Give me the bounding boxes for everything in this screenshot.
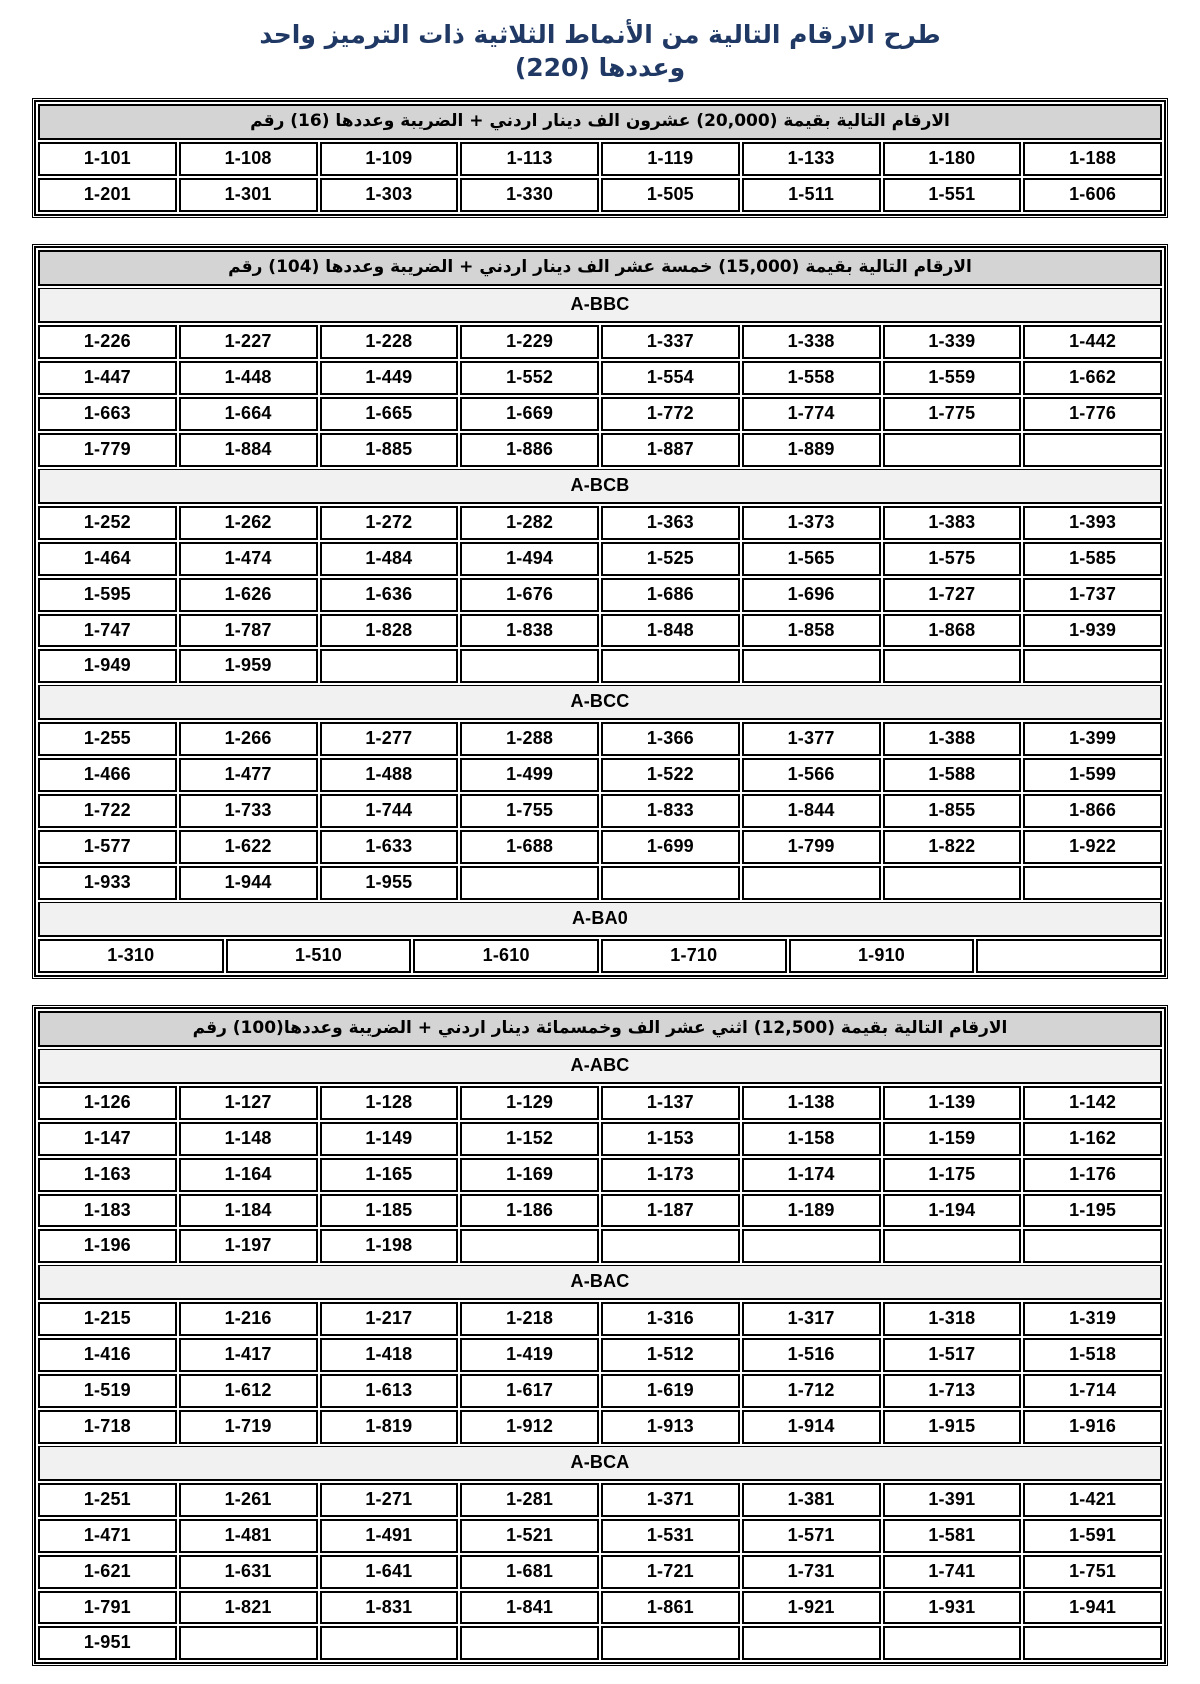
number-cell: 1-388 <box>883 722 1022 756</box>
number-cell: 1-381 <box>742 1483 881 1517</box>
number-cell: 1-217 <box>320 1302 459 1336</box>
pattern-section-label: A-BCC <box>38 685 1162 720</box>
number-cell: 1-196 <box>38 1229 177 1263</box>
number-cell: 1-519 <box>38 1374 177 1408</box>
table-row <box>38 397 1162 431</box>
number-cell: 1-531 <box>601 1519 740 1553</box>
number-cell: 1-848 <box>601 614 740 648</box>
number-cell: 1-916 <box>1023 1410 1162 1444</box>
number-cell: 1-718 <box>38 1410 177 1444</box>
number-cell: 1-887 <box>601 433 740 467</box>
number-cell: 1-889 <box>742 433 881 467</box>
number-cell: 1-494 <box>460 542 599 576</box>
number-cell: 1-886 <box>460 433 599 467</box>
number-cell: 1-517 <box>883 1338 1022 1372</box>
page-title <box>30 18 1170 84</box>
number-cell: 1-819 <box>320 1410 459 1444</box>
number-cell: 1-722 <box>38 794 177 828</box>
number-cell-empty <box>460 649 599 683</box>
number-cell: 1-775 <box>883 397 1022 431</box>
number-cell: 1-914 <box>742 1410 881 1444</box>
number-cell: 1-712 <box>742 1374 881 1408</box>
number-cell: 1-737 <box>1023 578 1162 612</box>
number-cell: 1-194 <box>883 1194 1022 1228</box>
number-cell-empty <box>883 866 1022 900</box>
number-cell: 1-185 <box>320 1194 459 1228</box>
number-cell: 1-512 <box>601 1338 740 1372</box>
number-cell: 1-339 <box>883 325 1022 359</box>
number-cell: 1-133 <box>742 142 881 176</box>
number-cell: 1-772 <box>601 397 740 431</box>
number-cell: 1-663 <box>38 397 177 431</box>
number-cell-empty <box>742 1229 881 1263</box>
number-cell-empty <box>179 1626 318 1660</box>
number-cell: 1-449 <box>320 361 459 395</box>
number-cell: 1-686 <box>601 578 740 612</box>
pattern-section-label: A-BBC <box>38 288 1162 323</box>
pattern-section-label: A-BCB <box>38 469 1162 504</box>
number-cell: 1-676 <box>460 578 599 612</box>
number-cell-empty <box>601 649 740 683</box>
number-cell: 1-665 <box>320 397 459 431</box>
number-cell: 1-195 <box>1023 1194 1162 1228</box>
number-cell: 1-317 <box>742 1302 881 1336</box>
number-cell: 1-371 <box>601 1483 740 1517</box>
price-table-block <box>34 100 1166 216</box>
number-cell: 1-505 <box>601 178 740 212</box>
number-cell: 1-741 <box>883 1555 1022 1589</box>
number-cell-empty <box>601 1626 740 1660</box>
number-cell: 1-272 <box>320 506 459 540</box>
number-cell: 1-944 <box>179 866 318 900</box>
number-cell: 1-828 <box>320 614 459 648</box>
number-cell: 1-301 <box>179 178 318 212</box>
number-cell: 1-198 <box>320 1229 459 1263</box>
number-cell: 1-330 <box>460 178 599 212</box>
number-cell: 1-858 <box>742 614 881 648</box>
number-cell: 1-566 <box>742 758 881 792</box>
number-cell: 1-442 <box>1023 325 1162 359</box>
number-cell: 1-418 <box>320 1338 459 1372</box>
number-cell: 1-147 <box>38 1122 177 1156</box>
number-cell: 1-511 <box>742 178 881 212</box>
table-row <box>38 1302 1162 1336</box>
number-cell-empty <box>742 649 881 683</box>
number-cell: 1-183 <box>38 1194 177 1228</box>
number-cell: 1-822 <box>883 830 1022 864</box>
number-cell: 1-282 <box>460 506 599 540</box>
number-cell: 1-419 <box>460 1338 599 1372</box>
number-cell: 1-228 <box>320 325 459 359</box>
number-cell: 1-188 <box>1023 142 1162 176</box>
number-cell: 1-129 <box>460 1086 599 1120</box>
number-cell: 1-838 <box>460 614 599 648</box>
number-cell: 1-288 <box>460 722 599 756</box>
number-cell: 1-464 <box>38 542 177 576</box>
table-row <box>38 506 1162 540</box>
number-cell: 1-855 <box>883 794 1022 828</box>
number-cell: 1-113 <box>460 142 599 176</box>
number-cell: 1-271 <box>320 1483 459 1517</box>
table-row <box>38 1374 1162 1408</box>
number-cell-empty <box>1023 433 1162 467</box>
number-cell: 1-448 <box>179 361 318 395</box>
number-cell: 1-558 <box>742 361 881 395</box>
number-cell: 1-885 <box>320 433 459 467</box>
number-cell: 1-510 <box>226 939 412 973</box>
number-cell: 1-922 <box>1023 830 1162 864</box>
number-cell-empty <box>883 433 1022 467</box>
number-cell: 1-266 <box>179 722 318 756</box>
table-row <box>38 325 1162 359</box>
number-cell: 1-571 <box>742 1519 881 1553</box>
table-row <box>38 1410 1162 1444</box>
number-cell: 1-955 <box>320 866 459 900</box>
number-cell-empty <box>883 649 1022 683</box>
number-cell-empty <box>601 1229 740 1263</box>
number-cell: 1-581 <box>883 1519 1022 1553</box>
table-row <box>38 542 1162 576</box>
number-cell: 1-316 <box>601 1302 740 1336</box>
number-cell: 1-721 <box>601 1555 740 1589</box>
number-cell-empty <box>742 866 881 900</box>
number-cell: 1-310 <box>38 939 224 973</box>
table-row <box>38 1483 1162 1517</box>
number-cell: 1-184 <box>179 1194 318 1228</box>
number-cell: 1-197 <box>179 1229 318 1263</box>
number-cell: 1-383 <box>883 506 1022 540</box>
number-cell: 1-101 <box>38 142 177 176</box>
number-cell: 1-626 <box>179 578 318 612</box>
number-cell: 1-488 <box>320 758 459 792</box>
number-cell: 1-138 <box>742 1086 881 1120</box>
number-cell: 1-218 <box>460 1302 599 1336</box>
table-row <box>38 939 1162 973</box>
page-title-line-1: طرح الارقام التالية من الأنماط الثلاثية ذات الترميز واحد <box>259 20 941 49</box>
number-cell: 1-165 <box>320 1158 459 1192</box>
number-cell: 1-841 <box>460 1591 599 1625</box>
number-cell: 1-186 <box>460 1194 599 1228</box>
number-cell: 1-681 <box>460 1555 599 1589</box>
number-cell: 1-719 <box>179 1410 318 1444</box>
number-cell: 1-710 <box>601 939 787 973</box>
number-cell: 1-744 <box>320 794 459 828</box>
number-cell: 1-201 <box>38 178 177 212</box>
number-cell: 1-733 <box>179 794 318 828</box>
table-row <box>38 1338 1162 1372</box>
number-cell: 1-255 <box>38 722 177 756</box>
number-cell: 1-159 <box>883 1122 1022 1156</box>
table-row <box>38 830 1162 864</box>
number-cell-empty <box>460 1229 599 1263</box>
table-row <box>38 614 1162 648</box>
number-cell: 1-941 <box>1023 1591 1162 1625</box>
number-cell: 1-921 <box>742 1591 881 1625</box>
number-cell: 1-669 <box>460 397 599 431</box>
number-cell: 1-747 <box>38 614 177 648</box>
number-cell: 1-149 <box>320 1122 459 1156</box>
number-cell: 1-525 <box>601 542 740 576</box>
number-cell: 1-699 <box>601 830 740 864</box>
table-row <box>38 758 1162 792</box>
page-title-line-2: وعددها (220) <box>514 53 686 82</box>
number-cell-empty <box>460 1626 599 1660</box>
number-cell: 1-565 <box>742 542 881 576</box>
number-cell: 1-338 <box>742 325 881 359</box>
number-cell: 1-521 <box>460 1519 599 1553</box>
price-table-block <box>34 1007 1166 1665</box>
number-cell-empty <box>1023 866 1162 900</box>
number-cell: 1-776 <box>1023 397 1162 431</box>
number-cell: 1-477 <box>179 758 318 792</box>
number-cell: 1-109 <box>320 142 459 176</box>
number-cell-empty <box>1023 649 1162 683</box>
number-cell: 1-363 <box>601 506 740 540</box>
number-cell: 1-636 <box>320 578 459 612</box>
number-cell: 1-910 <box>789 939 975 973</box>
number-cell: 1-277 <box>320 722 459 756</box>
number-cell: 1-187 <box>601 1194 740 1228</box>
number-cell: 1-108 <box>179 142 318 176</box>
number-cell: 1-727 <box>883 578 1022 612</box>
number-cell: 1-337 <box>601 325 740 359</box>
number-cell: 1-755 <box>460 794 599 828</box>
number-cell: 1-522 <box>601 758 740 792</box>
number-cell: 1-180 <box>883 142 1022 176</box>
number-cell: 1-393 <box>1023 506 1162 540</box>
number-cell: 1-613 <box>320 1374 459 1408</box>
number-cell: 1-318 <box>883 1302 1022 1336</box>
number-cell: 1-866 <box>1023 794 1162 828</box>
number-cell: 1-137 <box>601 1086 740 1120</box>
number-cell: 1-164 <box>179 1158 318 1192</box>
number-cell-empty <box>1023 1626 1162 1660</box>
number-cell: 1-251 <box>38 1483 177 1517</box>
number-cell: 1-128 <box>320 1086 459 1120</box>
table-row <box>38 1591 1162 1625</box>
table-row <box>38 178 1162 212</box>
table-money-header: الارقام التالية بقيمة (15,000) خمسة عشر الف دينار اردني + الضريبة وعددها (104) رقم <box>38 250 1162 286</box>
number-cell: 1-619 <box>601 1374 740 1408</box>
number-cell: 1-499 <box>460 758 599 792</box>
number-cell: 1-163 <box>38 1158 177 1192</box>
number-cell: 1-617 <box>460 1374 599 1408</box>
number-cell: 1-731 <box>742 1555 881 1589</box>
number-cell: 1-931 <box>883 1591 1022 1625</box>
number-cell: 1-516 <box>742 1338 881 1372</box>
number-cell: 1-484 <box>320 542 459 576</box>
number-cell: 1-585 <box>1023 542 1162 576</box>
number-cell: 1-554 <box>601 361 740 395</box>
table-row <box>38 1194 1162 1228</box>
number-cell: 1-610 <box>413 939 599 973</box>
number-cell: 1-153 <box>601 1122 740 1156</box>
number-cell: 1-606 <box>1023 178 1162 212</box>
pattern-section-label: A-ABC <box>38 1049 1162 1084</box>
number-cell: 1-189 <box>742 1194 881 1228</box>
number-cell-empty <box>1023 1229 1162 1263</box>
number-cell: 1-664 <box>179 397 318 431</box>
number-cell: 1-884 <box>179 433 318 467</box>
table-row <box>38 722 1162 756</box>
number-cell: 1-216 <box>179 1302 318 1336</box>
pattern-section-label: A-BCA <box>38 1446 1162 1481</box>
number-cell: 1-142 <box>1023 1086 1162 1120</box>
number-cell: 1-951 <box>38 1626 177 1660</box>
number-cell: 1-174 <box>742 1158 881 1192</box>
number-cell: 1-662 <box>1023 361 1162 395</box>
table-row <box>38 578 1162 612</box>
number-cell: 1-799 <box>742 830 881 864</box>
number-cell: 1-303 <box>320 178 459 212</box>
number-cell: 1-831 <box>320 1591 459 1625</box>
number-cell: 1-751 <box>1023 1555 1162 1589</box>
number-cell: 1-226 <box>38 325 177 359</box>
number-cell: 1-551 <box>883 178 1022 212</box>
number-cell: 1-622 <box>179 830 318 864</box>
number-cell-empty <box>320 1626 459 1660</box>
number-cell: 1-319 <box>1023 1302 1162 1336</box>
number-cell: 1-688 <box>460 830 599 864</box>
number-cell: 1-833 <box>601 794 740 828</box>
number-cell-empty <box>883 1229 1022 1263</box>
number-cell-empty <box>601 866 740 900</box>
number-cell: 1-127 <box>179 1086 318 1120</box>
number-cell: 1-913 <box>601 1410 740 1444</box>
number-cell: 1-915 <box>883 1410 1022 1444</box>
table-money-header: الارقام التالية بقيمة (20,000) عشرون الف دينار اردني + الضريبة وعددها (16) رقم <box>38 104 1162 140</box>
number-cell: 1-552 <box>460 361 599 395</box>
number-cell: 1-447 <box>38 361 177 395</box>
pattern-section-label: A-BAC <box>38 1265 1162 1300</box>
number-cell: 1-591 <box>1023 1519 1162 1553</box>
number-cell: 1-959 <box>179 649 318 683</box>
number-cell: 1-377 <box>742 722 881 756</box>
number-cell: 1-399 <box>1023 722 1162 756</box>
number-cell: 1-631 <box>179 1555 318 1589</box>
number-cell: 1-152 <box>460 1122 599 1156</box>
pattern-section-label: A-BA0 <box>38 902 1162 937</box>
table-row <box>38 433 1162 467</box>
number-cell-empty <box>883 1626 1022 1660</box>
tables-container <box>30 100 1170 1664</box>
number-cell: 1-391 <box>883 1483 1022 1517</box>
table-row <box>38 1555 1162 1589</box>
number-cell: 1-481 <box>179 1519 318 1553</box>
number-cell: 1-821 <box>179 1591 318 1625</box>
number-cell: 1-471 <box>38 1519 177 1553</box>
table-row <box>38 361 1162 395</box>
number-cell: 1-595 <box>38 578 177 612</box>
number-cell: 1-933 <box>38 866 177 900</box>
number-cell: 1-491 <box>320 1519 459 1553</box>
table-row <box>38 142 1162 176</box>
number-cell: 1-173 <box>601 1158 740 1192</box>
number-cell: 1-714 <box>1023 1374 1162 1408</box>
number-cell: 1-612 <box>179 1374 318 1408</box>
number-cell-empty <box>742 1626 881 1660</box>
number-cell: 1-366 <box>601 722 740 756</box>
number-cell: 1-417 <box>179 1338 318 1372</box>
table-row <box>38 1158 1162 1192</box>
number-cell: 1-633 <box>320 830 459 864</box>
number-cell: 1-261 <box>179 1483 318 1517</box>
table-row <box>38 1626 1162 1660</box>
number-cell-empty <box>320 649 459 683</box>
number-cell: 1-774 <box>742 397 881 431</box>
number-cell: 1-169 <box>460 1158 599 1192</box>
number-cell: 1-621 <box>38 1555 177 1589</box>
number-cell: 1-421 <box>1023 1483 1162 1517</box>
table-money-header: الارقام التالية بقيمة (12,500) اثني عشر الف وخمسمائة دينار اردني + الضريبة وعددها(100) رقم <box>38 1011 1162 1047</box>
number-cell: 1-779 <box>38 433 177 467</box>
number-cell: 1-252 <box>38 506 177 540</box>
number-cell: 1-949 <box>38 649 177 683</box>
table-row <box>38 866 1162 900</box>
number-cell: 1-176 <box>1023 1158 1162 1192</box>
number-cell: 1-126 <box>38 1086 177 1120</box>
number-cell: 1-281 <box>460 1483 599 1517</box>
number-cell: 1-175 <box>883 1158 1022 1192</box>
table-row <box>38 1229 1162 1263</box>
number-cell: 1-139 <box>883 1086 1022 1120</box>
number-cell: 1-518 <box>1023 1338 1162 1372</box>
number-cell: 1-787 <box>179 614 318 648</box>
table-row <box>38 794 1162 828</box>
number-cell: 1-229 <box>460 325 599 359</box>
number-cell: 1-861 <box>601 1591 740 1625</box>
number-cell: 1-844 <box>742 794 881 828</box>
number-cell: 1-416 <box>38 1338 177 1372</box>
price-table-block <box>34 246 1166 977</box>
number-cell: 1-641 <box>320 1555 459 1589</box>
number-cell: 1-912 <box>460 1410 599 1444</box>
number-cell-empty <box>460 866 599 900</box>
number-cell: 1-588 <box>883 758 1022 792</box>
number-cell: 1-559 <box>883 361 1022 395</box>
table-row <box>38 1519 1162 1553</box>
number-cell: 1-119 <box>601 142 740 176</box>
number-cell: 1-599 <box>1023 758 1162 792</box>
number-cell: 1-148 <box>179 1122 318 1156</box>
number-cell: 1-162 <box>1023 1122 1162 1156</box>
number-cell: 1-373 <box>742 506 881 540</box>
number-cell: 1-791 <box>38 1591 177 1625</box>
number-cell: 1-575 <box>883 542 1022 576</box>
number-cell: 1-158 <box>742 1122 881 1156</box>
number-cell-empty <box>976 939 1162 973</box>
table-row <box>38 1086 1162 1120</box>
number-cell: 1-215 <box>38 1302 177 1336</box>
number-cell: 1-474 <box>179 542 318 576</box>
number-cell: 1-713 <box>883 1374 1022 1408</box>
number-cell: 1-696 <box>742 578 881 612</box>
number-cell: 1-577 <box>38 830 177 864</box>
table-row <box>38 1122 1162 1156</box>
number-cell: 1-939 <box>1023 614 1162 648</box>
number-cell: 1-262 <box>179 506 318 540</box>
table-row <box>38 649 1162 683</box>
number-cell: 1-227 <box>179 325 318 359</box>
number-cell: 1-466 <box>38 758 177 792</box>
number-cell: 1-868 <box>883 614 1022 648</box>
